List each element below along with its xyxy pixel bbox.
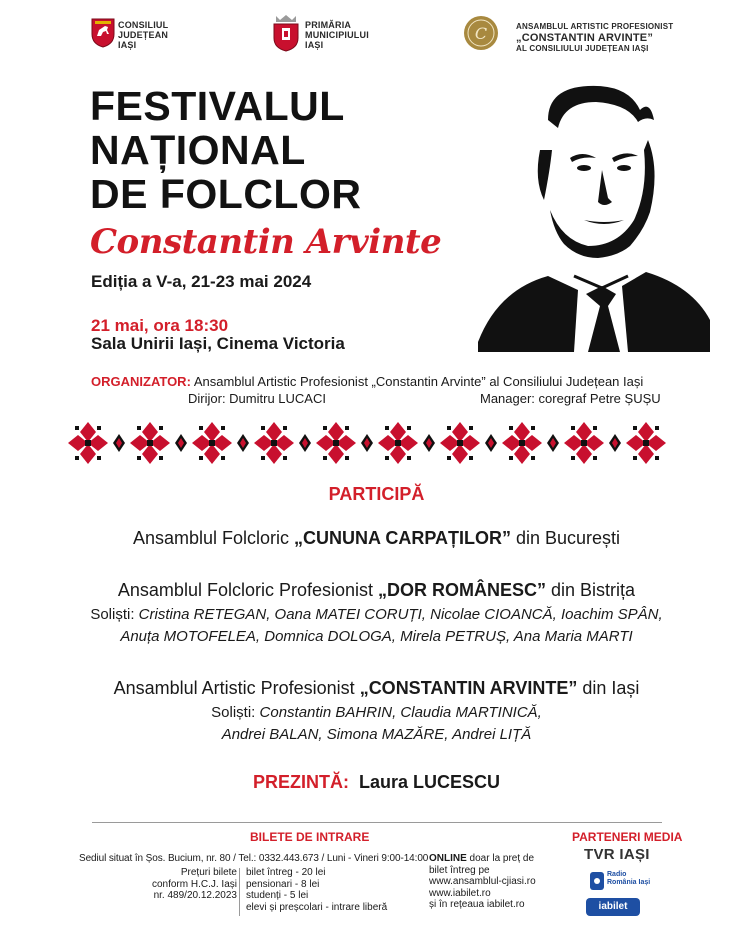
group-2: Ansamblul Folcloric Profesionist „DOR ROMÂNESC” din Bistrița [117, 580, 636, 600]
radio-romania-logo [590, 870, 650, 894]
dirijor-text: Dirijor: Dumitru LUCACI [188, 391, 326, 406]
event-date: 21 mai, ora 18:30 [91, 316, 229, 335]
pm-logo-text: PRIMĂRIA MUNICIPIULUI IAȘI [305, 20, 369, 50]
iabilet-link[interactable]: www.iabilet.ro [429, 887, 491, 899]
ansamblu-logo-text: ANSAMBLUL ARTISTIC PROFESIONIST „CONSTANTIN ARVINTE” AL CONSILIULUI JUDEȚEAN IAȘI [516, 22, 674, 53]
cj-coat-of-arms-icon [91, 18, 115, 48]
manager-text: Manager: coregraf Petre ȘUȘU [480, 391, 661, 406]
edition-text: Ediția a V-a, 21-23 mai 2024 [91, 272, 312, 291]
group-1: Ansamblul Folcloric „CUNUNA CARPAȚILOR” din București [132, 528, 621, 548]
ansamblu-link[interactable]: www.ansamblul-cjiasi.ro [429, 876, 536, 887]
footer-divider [92, 822, 662, 823]
group-3: Ansamblul Artistic Profesionist „CONSTANTIN ARVINTE” din Iași [113, 678, 640, 698]
media-partners-heading: PARTENERI MEDIA [572, 830, 683, 844]
group-2-soloists: Soliști: Cristina RETEGAN, Oana MATEI CORUȚI, Nicolae CIOANCĂ, Ioachim SPÂN, Anuța MOTOFELEA, Domnica DOLOGA, Mirela PETRUȘ, Ana Maria MARTI [90, 606, 663, 645]
event-venue: Sala Unirii Iași, Cinema Victoria [91, 334, 345, 353]
organizer-label: ORGANIZATOR: [91, 374, 191, 389]
radio-icon [590, 872, 604, 890]
svg-text:C: C [474, 24, 488, 43]
radio-label: Radio România Iași [607, 871, 651, 886]
online-tickets: ONLINE doar la preț de bilet întreg pe www.ansamblul-cjiasi.ro www.iabilet.ro și în rețeaua iabilet.ro [429, 853, 536, 910]
ansamblu-seal-icon [463, 15, 499, 51]
festival-title: FESTIVALUL NAȚIONAL DE FOLCLOR [90, 83, 362, 217]
festival-script-name: Constantin Arvinte [90, 222, 442, 262]
presenter-line: PREZINTĂ: Laura LUCESCU [252, 772, 501, 792]
price-list: bilet întreg - 20 lei pensionari - 8 lei studenți - 5 lei elevi și preșcolari - intrare liberă [246, 867, 388, 913]
iabilet-logo: iabilet [586, 898, 640, 916]
tvr-iasi-logo: TVR IAȘI [584, 846, 650, 863]
organizer-line [91, 374, 643, 390]
group-3-soloists: Soliști: Constantin BAHRIN, Claudia MARTINICĂ, Andrei BALAN, Simona MAZĂRE, Andrei LIȚĂ [211, 704, 542, 743]
cj-logo-text: CONSILIUL JUDEȚEAN IAȘI [118, 20, 169, 50]
pm-coat-of-arms-icon [272, 14, 300, 52]
organizer-text: Ansamblul Artistic Profesionist „Constantin Arvinte” al Consiliului Județean Iași [193, 374, 644, 389]
participa-heading: PARTICIPĂ [328, 484, 425, 504]
folk-pattern-divider [66, 418, 688, 468]
price-divider [239, 868, 240, 916]
tickets-heading: BILETE DE INTRARE [250, 830, 370, 844]
address-line: Sediul situat în Șos. Bucium, nr. 80 / Tel.: 0332.443.673 / Luni - Vineri 9:00-14:00 [79, 853, 429, 864]
price-note: Prețuri bilete conform H.C.J. Iași nr. 489/20.12.2023 [151, 867, 237, 901]
portrait-illustration [478, 80, 710, 352]
